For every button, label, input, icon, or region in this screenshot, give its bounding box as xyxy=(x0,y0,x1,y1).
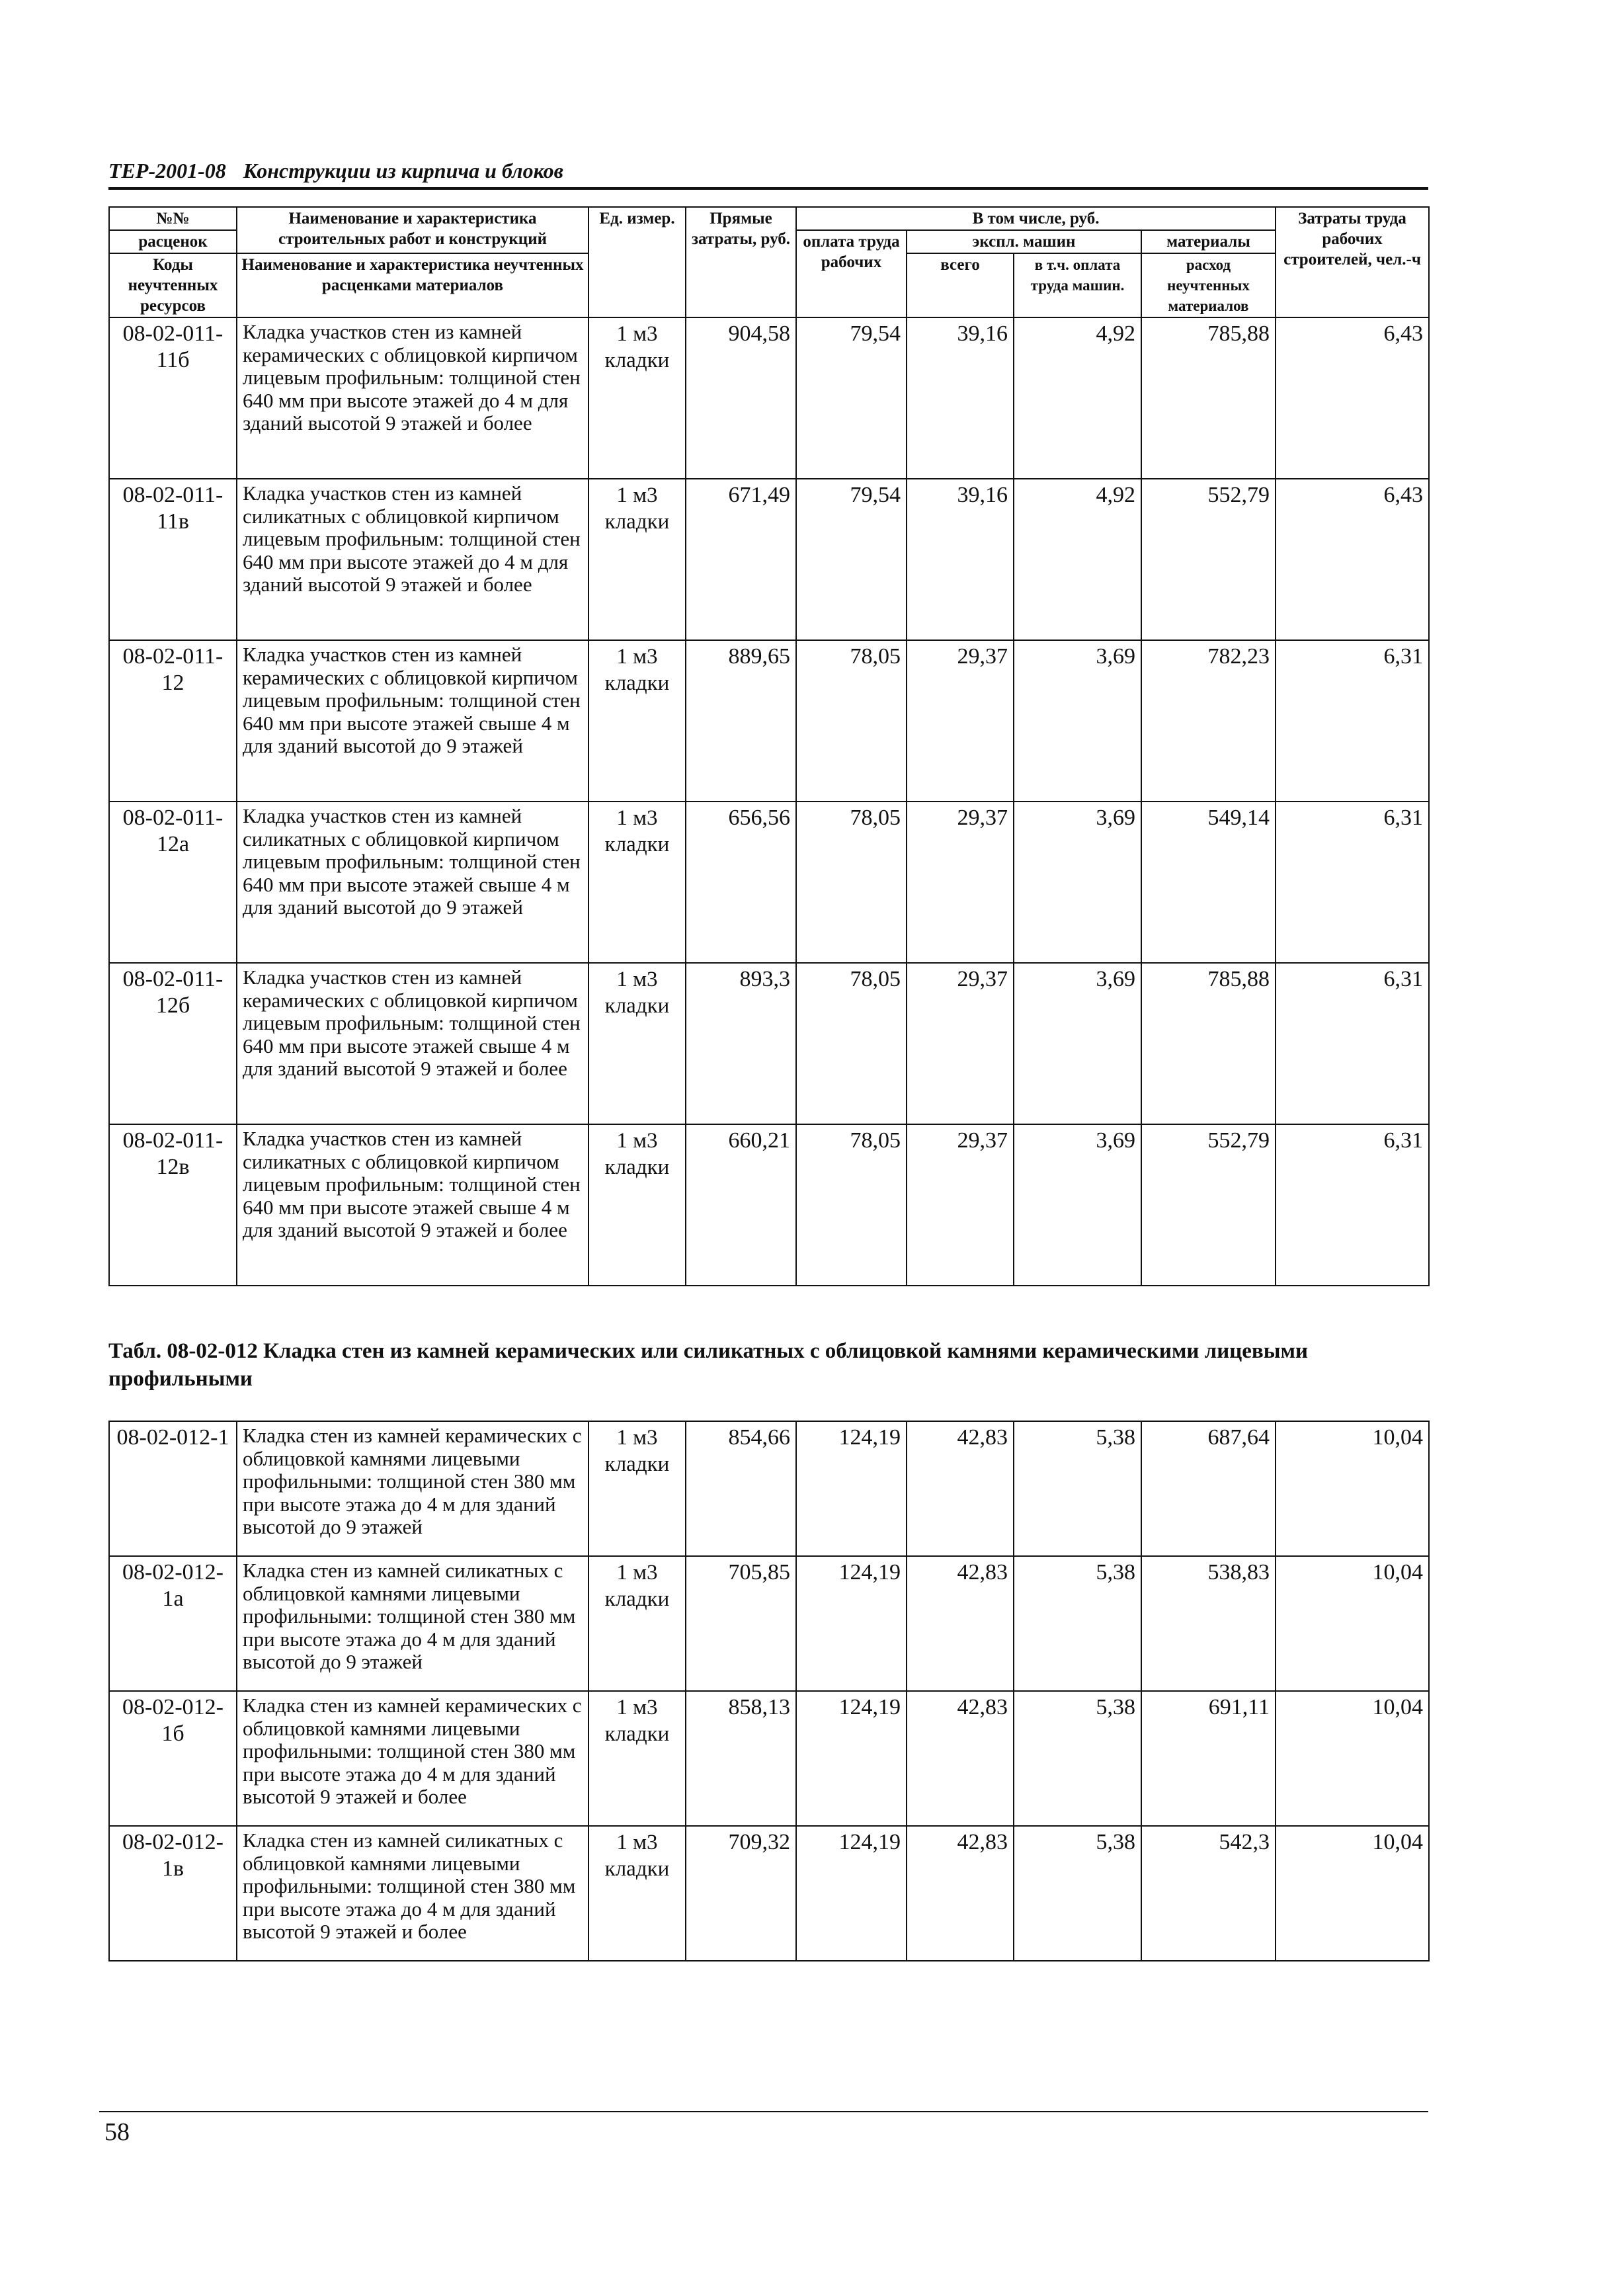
materials-cost: 687,64 xyxy=(1141,1421,1276,1556)
col-header-unit: Ед. измер. xyxy=(589,207,686,317)
document-code: ТЕР-2001-08 xyxy=(108,159,226,183)
table-row xyxy=(109,317,1429,479)
machines-labor-pay: 4,92 xyxy=(1014,479,1141,640)
materials-cost: 782,23 xyxy=(1141,640,1276,802)
machines-labor-pay: 5,38 xyxy=(1014,1691,1141,1826)
machines-labor-pay: 3,69 xyxy=(1014,963,1141,1124)
col-header-direct-costs: Прямые затраты, руб. xyxy=(686,207,796,317)
rate-code: 08-02-012-1б xyxy=(109,1691,237,1826)
labor-hours: 10,04 xyxy=(1276,1421,1429,1556)
work-description: Кладка стен из камней силикатных с облицовкой камнями лицевыми профильными: толщиной стен 380 мм при высоте этажа до 4 м для зданий высотой до 9 этажей xyxy=(237,1556,589,1691)
direct-costs: 893,3 xyxy=(686,963,796,1124)
rate-code: 08-02-011-12в xyxy=(109,1124,237,1286)
table-caption-08-02-012: Табл. 08-02-012 Кладка стен из камней керамических или силикатных с облицовкой камнями керамическими лицевыми профильными xyxy=(108,1339,1308,1391)
labor-pay: 124,19 xyxy=(796,1826,907,1961)
table-row xyxy=(109,479,1429,640)
labor-pay: 78,05 xyxy=(796,640,907,802)
materials-cost: 785,88 xyxy=(1141,963,1276,1124)
unit-of-measure: 1 м3 кладки xyxy=(589,640,686,802)
labor-pay: 78,05 xyxy=(796,1124,907,1286)
table-row xyxy=(109,963,1429,1124)
direct-costs: 656,56 xyxy=(686,802,796,963)
table-row xyxy=(109,640,1429,802)
work-description: Кладка стен из камней силикатных с облицовкой камнями лицевыми профильными: толщиной стен 380 мм при высоте этажа до 4 м для зданий высотой 9 этажей и более xyxy=(237,1826,589,1961)
col-header-materials: материалы xyxy=(1141,230,1276,253)
rates-table-1 xyxy=(108,206,1430,1286)
labor-pay: 79,54 xyxy=(796,479,907,640)
unit-of-measure: 1 м3 кладки xyxy=(589,1124,686,1286)
direct-costs: 705,85 xyxy=(686,1556,796,1691)
col-header-rates: расценок xyxy=(109,230,237,253)
materials-cost: 549,14 xyxy=(1141,802,1276,963)
rate-code: 08-02-011-11б xyxy=(109,317,237,479)
labor-hours: 6,31 xyxy=(1276,963,1429,1124)
unit-of-measure: 1 м3 кладки xyxy=(589,1691,686,1826)
labor-hours: 6,31 xyxy=(1276,1124,1429,1286)
table-row xyxy=(109,802,1429,963)
table-row xyxy=(109,1421,1429,1556)
rate-code: 08-02-011-12а xyxy=(109,802,237,963)
materials-cost: 552,79 xyxy=(1141,479,1276,640)
col-header-resource-codes: Коды неучтенных ресурсов xyxy=(109,253,237,317)
work-description: Кладка участков стен из камней керамических с облицовкой кирпичом лицевым профильным: толщиной стен 640 мм при высоте этажей свыше 4 м для зданий высотой 9 этажей и более xyxy=(237,963,589,1124)
materials-cost: 552,79 xyxy=(1141,1124,1276,1286)
work-description: Кладка участков стен из камней керамических с облицовкой кирпичом лицевым профильным: толщиной стен 640 мм при высоте этажей свыше 4 м для зданий высотой до 9 этажей xyxy=(237,640,589,802)
machines-labor-pay: 3,69 xyxy=(1014,1124,1141,1286)
direct-costs: 858,13 xyxy=(686,1691,796,1826)
unit-of-measure: 1 м3 кладки xyxy=(589,802,686,963)
labor-hours: 10,04 xyxy=(1276,1556,1429,1691)
machines-labor-pay: 4,92 xyxy=(1014,317,1141,479)
col-header-labor-pay: оплата труда рабочих xyxy=(796,230,907,317)
labor-pay: 78,05 xyxy=(796,802,907,963)
footer-rule xyxy=(99,2111,1428,2112)
direct-costs: 671,49 xyxy=(686,479,796,640)
table-row xyxy=(109,1691,1429,1826)
machines-total: 42,83 xyxy=(907,1421,1014,1556)
rates-table-2 xyxy=(108,1421,1430,1961)
machines-total: 29,37 xyxy=(907,1124,1014,1286)
table-row xyxy=(109,1124,1429,1286)
col-header-number: №№ xyxy=(109,207,237,230)
machines-labor-pay: 5,38 xyxy=(1014,1421,1141,1556)
col-header-machines: экспл. машин xyxy=(907,230,1141,253)
rate-code: 08-02-011-11в xyxy=(109,479,237,640)
rate-code: 08-02-011-12б xyxy=(109,963,237,1124)
machines-labor-pay: 5,38 xyxy=(1014,1826,1141,1961)
col-header-machines-total: всего xyxy=(907,253,1014,317)
materials-cost: 542,3 xyxy=(1141,1826,1276,1961)
materials-cost: 538,83 xyxy=(1141,1556,1276,1691)
work-description: Кладка участков стен из камней керамических с облицовкой кирпичом лицевым профильным: толщиной стен 640 мм при высоте этажей до 4 м для зданий высотой 9 этажей и более xyxy=(237,317,589,479)
machines-total: 42,83 xyxy=(907,1826,1014,1961)
unit-of-measure: 1 м3 кладки xyxy=(589,1826,686,1961)
labor-pay: 124,19 xyxy=(796,1421,907,1556)
labor-hours: 6,31 xyxy=(1276,802,1429,963)
machines-total: 42,83 xyxy=(907,1691,1014,1826)
labor-pay: 79,54 xyxy=(796,317,907,479)
col-header-labor-costs: Затраты труда рабочих строителей, чел.-ч xyxy=(1276,207,1429,317)
labor-hours: 6,43 xyxy=(1276,317,1429,479)
rate-code: 08-02-012-1 xyxy=(109,1421,237,1556)
labor-pay: 78,05 xyxy=(796,963,907,1124)
work-description: Кладка участков стен из камней силикатных с облицовкой кирпичом лицевым профильным: толщиной стен 640 мм при высоте этажей свыше 4 м для зданий высотой до 9 этажей xyxy=(237,802,589,963)
labor-hours: 6,31 xyxy=(1276,640,1429,802)
direct-costs: 889,65 xyxy=(686,640,796,802)
machines-total: 29,37 xyxy=(907,802,1014,963)
labor-hours: 10,04 xyxy=(1276,1826,1429,1961)
col-header-name: Наименование и характеристика строительных работ и конструкций xyxy=(237,207,589,253)
machines-labor-pay: 3,69 xyxy=(1014,640,1141,802)
unit-of-measure: 1 м3 кладки xyxy=(589,1421,686,1556)
unit-of-measure: 1 м3 кладки xyxy=(589,479,686,640)
machines-labor-pay: 5,38 xyxy=(1014,1556,1141,1691)
machines-total: 42,83 xyxy=(907,1556,1014,1691)
col-header-materials-usage: расход неучтенных материалов xyxy=(1141,253,1276,317)
machines-labor-pay: 3,69 xyxy=(1014,802,1141,963)
labor-hours: 6,43 xyxy=(1276,479,1429,640)
col-header-materials-name: Наименование и характеристика неучтенных расценками материалов xyxy=(237,253,589,317)
section-title: Конструкции из кирпича и блоков xyxy=(243,159,563,183)
page-number: 58 xyxy=(104,2118,130,2146)
header-row-1 xyxy=(109,207,1429,230)
rate-code: 08-02-012-1а xyxy=(109,1556,237,1691)
direct-costs: 709,32 xyxy=(686,1826,796,1961)
materials-cost: 785,88 xyxy=(1141,317,1276,479)
rate-code: 08-02-012-1в xyxy=(109,1826,237,1961)
work-description: Кладка участков стен из камней силикатных с облицовкой кирпичом лицевым профильным: толщиной стен 640 мм при высоте этажей до 4 м для зданий высотой 9 этажей и более xyxy=(237,479,589,640)
table-row xyxy=(109,1826,1429,1961)
unit-of-measure: 1 м3 кладки xyxy=(589,1556,686,1691)
direct-costs: 660,21 xyxy=(686,1124,796,1286)
col-header-machines-pay: в т.ч. оплата труда машин. xyxy=(1014,253,1141,317)
rate-code: 08-02-011-12 xyxy=(109,640,237,802)
labor-hours: 10,04 xyxy=(1276,1691,1429,1826)
labor-pay: 124,19 xyxy=(796,1556,907,1691)
work-description: Кладка стен из камней керамических с облицовкой камнями лицевыми профильными: толщиной стен 380 мм при высоте этажа до 4 м для зданий высотой 9 этажей и более xyxy=(237,1691,589,1826)
machines-total: 39,16 xyxy=(907,317,1014,479)
work-description: Кладка участков стен из камней силикатных с облицовкой кирпичом лицевым профильным: толщиной стен 640 мм при высоте этажей свыше 4 м для зданий высотой 9 этажей и более xyxy=(237,1124,589,1286)
direct-costs: 904,58 xyxy=(686,317,796,479)
machines-total: 29,37 xyxy=(907,963,1014,1124)
running-header xyxy=(108,159,1428,190)
unit-of-measure: 1 м3 кладки xyxy=(589,963,686,1124)
materials-cost: 691,11 xyxy=(1141,1691,1276,1826)
labor-pay: 124,19 xyxy=(796,1691,907,1826)
col-header-including: В том числе, руб. xyxy=(796,207,1276,230)
direct-costs: 854,66 xyxy=(686,1421,796,1556)
machines-total: 39,16 xyxy=(907,479,1014,640)
table-row xyxy=(109,1556,1429,1691)
unit-of-measure: 1 м3 кладки xyxy=(589,317,686,479)
work-description: Кладка стен из камней керамических с облицовкой камнями лицевыми профильными: толщиной стен 380 мм при высоте этажа до 4 м для зданий высотой до 9 этажей xyxy=(237,1421,589,1556)
machines-total: 29,37 xyxy=(907,640,1014,802)
